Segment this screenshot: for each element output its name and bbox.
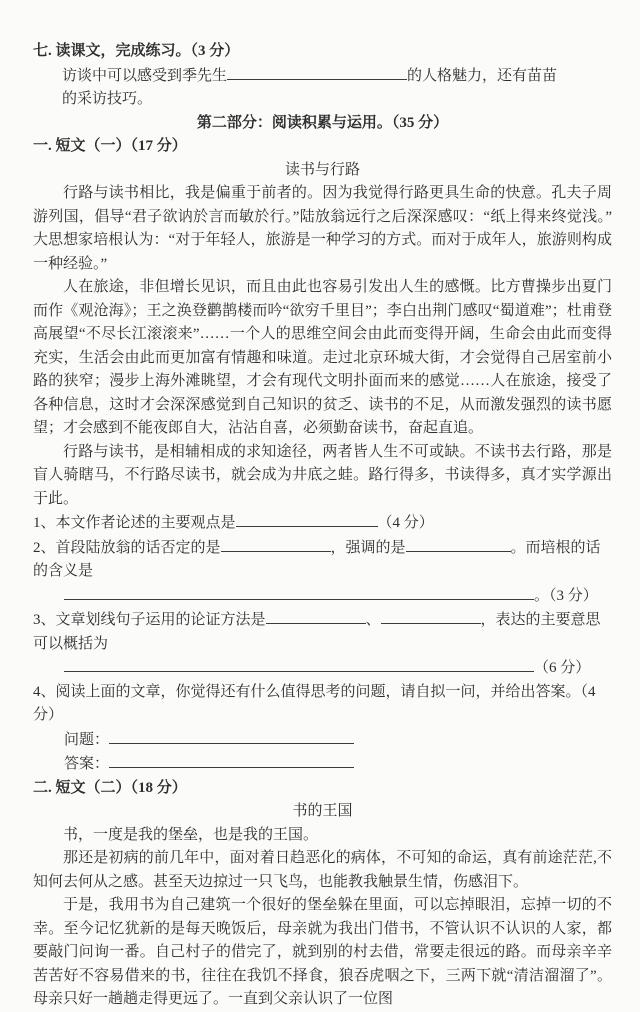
essay1-paragraph-2: 人在旅途，非但增长见识，而且由此也容易引发出人生的感慨。比方曹操步出夏门而作《观沧海》；王之涣登鹳鹊楼而吟“欲穷千里目”；李白出荆门感叹“蜀道难”；杜甫登高展望“不尽长江滚滚来”……一个人的思维空间会由此而变得开阔，生命会由此而变得充实，生活会由此而更加富有情趣和味道。走过北京环城大街，才会觉得自己居室前小路的狭窄；漫步上海外滩眺望，才会有现代文明扑面而来的感觉……人在旅途，接受了各种信息，这时才会深深感觉到自己知识的贫乏、读书的不足，从而激发强烈的读书愿望；才会感到不能夜郎自大，沾沾自喜，必须勤奋读书，奋起直追。	[33, 279, 612, 436]
essay2-paragraph-1: 书，一度是我的堡垒，也是我的王国。	[63, 826, 319, 843]
essay2-paragraph-2: 那还是初病的前几年中，面对着日趋恶化的病体，不可知的命运，真有前途茫茫,不知何去何从之感。甚至天边掠过一只飞鸟，也能教我触景生情，伤感泪下。	[33, 850, 612, 890]
blank-line	[109, 728, 354, 744]
blank-line	[64, 584, 534, 600]
question-3-text-pre: 3、文章划线句子运用的论证方法是	[33, 612, 266, 628]
blank-line	[406, 536, 511, 552]
question-2-text-mid1: ，强调的是	[330, 539, 406, 556]
question-4-answer-label: 答案：	[64, 756, 110, 772]
question-1-score: （4 分）	[377, 515, 434, 531]
section2-heading: 二. 短文（二）（18 分）	[33, 779, 187, 796]
blank-line	[266, 608, 366, 624]
question-1	[33, 511, 612, 536]
question-3-continuation	[64, 656, 612, 681]
blank-line	[227, 64, 407, 80]
question-4-problem-label: 问题：	[64, 731, 110, 748]
question-2-text-mid2: 。而培根的话的含义是	[33, 539, 601, 579]
question-3-score: （6 分）	[534, 660, 591, 676]
question-2-continuation	[64, 584, 612, 609]
section1-heading: 一. 短文（一）（17 分）	[33, 138, 187, 154]
question-4-answer-line	[64, 752, 612, 777]
essay1-paragraph-3: 行路与读书，是相辅相成的求知途径，两者皆人生不可或缺。不读书去行路，那是盲人骑瞎马，不行路尽读书，就会成为井底之蛙。路行得多，书读得多，真才实学源出于此。	[33, 443, 612, 507]
question-3-text-mid2: ，表达的主要意思可以概括为	[33, 612, 601, 652]
blank-line	[236, 511, 378, 527]
question-3	[33, 608, 612, 656]
essay1-title: 读书与行路	[284, 161, 360, 178]
section7-fill-post: 的人格魅力，还有苗苗	[407, 67, 558, 84]
part2-heading: 第二部分：阅读积累与运用。（35 分）	[196, 114, 449, 131]
question-2-text-pre: 2、首段陆放翁的话否定的是	[33, 539, 221, 556]
section7-line2: 的采访技巧。	[62, 91, 153, 107]
question-4-problem-line	[64, 728, 612, 753]
blank-line	[221, 536, 331, 552]
question-1-text: 1、本文作者论述的主要观点是	[33, 515, 236, 531]
question-2-end: 。	[534, 587, 550, 604]
blank-line	[109, 752, 354, 768]
question-4: 4、阅读上面的文章，你觉得还有什么值得思考的问题，请自拟一问，并给出答案。（4 分）	[33, 683, 596, 723]
essay1-paragraph-1: 行路与读书相比，我是偏重于前者的。因为我觉得行路更具生命的快意。孔夫子周游列国，倡导“君子欲讷於言而敏於行。”陆放翁远行之后深深感叹：“纸上得来终觉浅。”大思想家培根认为：“对于年轻人，旅游是一种学习的方式。而对于成年人，旅游则构成一种经验。”	[33, 185, 612, 272]
question-2-score: （3 分）	[549, 587, 598, 604]
question-3-text-mid1: 、	[365, 612, 381, 628]
section7-fill-pre: 访谈中可以感受到季先生	[62, 67, 228, 84]
blank-line	[381, 608, 481, 624]
section7-fill-line	[62, 64, 612, 89]
essay2-title: 书的王国	[292, 803, 353, 819]
question-2	[33, 536, 612, 584]
blank-line	[64, 656, 534, 672]
section7-heading: 七. 读课文，完成练习。（3 分）	[33, 43, 240, 59]
essay2-paragraph-3: 于是，我用书为自己建筑一个很好的堡垒躲在里面，可以忘掉眼泪，忘掉一切的不幸。至今记忆犹新的是每天晚饭后，母亲就为我出门借书，不管认识不认识的人家，都要敲门问询一番。自己村子的借完了，就到别的村去借，常要走很远的路。而母亲辛辛苦苦好不容易借来的书，往往在我饥不择食，狼吞虎咽之下，三两下就“清洁溜溜了”。母亲只好一趟趟走得更远了。一直到父亲认识了一位图	[33, 897, 612, 1007]
